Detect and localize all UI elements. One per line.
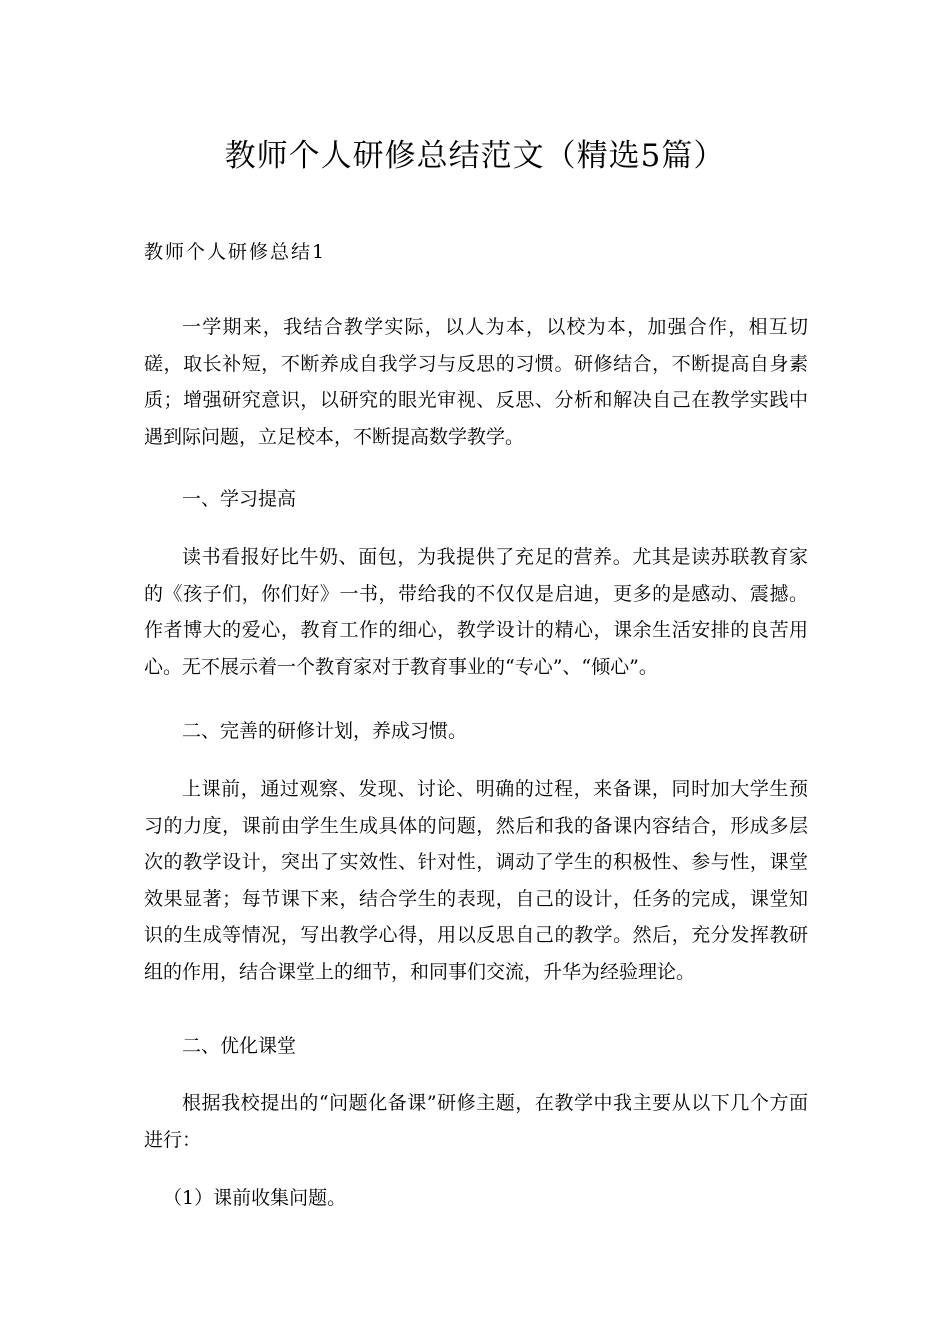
heading-plan: 二、完善的研修计划，养成习惯。 (182, 720, 468, 742)
heading-optimize: 二、优化课堂 (182, 1035, 297, 1057)
list-item-collect: （1）课前收集问题。 (163, 1187, 347, 1209)
section-subtitle: 教师个人研修总结1 (144, 241, 327, 263)
paragraph-lesson-prep: 上课前，通过观察、发现、讨论、明确的过程，来备课，同时加大学生预习的力度，课前由学生生成具体的问题，然后和我的备课内容结合，形成多层次的教学设计，突出了实效性、针对性，调动了学生的积极性、参与性，课堂效果显著；每节课下来，结合学生的表现，自己的设计，任务的完成，课堂知识的生成等情况，写出教学心得，用以反思自己的教学。然后，充分发挥教研组的作用，结合课堂上的细节，和同事们交流，升华为经验理论。 (144, 778, 808, 983)
heading-study: 一、学习提高 (182, 488, 297, 510)
document-title: 教师个人研修总结范文（精选5篇） (224, 138, 726, 174)
paragraph-reading: 读书看报好比牛奶、面包，为我提供了充足的营养。尤其是读苏联教育家的《孩子们，你们好》一书，带给我的不仅仅是启迪，更多的是感动、震撼。作者博大的爱心，教育工作的细心，教学设计的精心，课余生活安排的良苦用心。无不展示着一个教育家对于教育事业的“专心”、“倾心”。 (144, 546, 808, 678)
paragraph-topic: 根据我校提出的“问题化备课”研修主题，在教学中我主要从以下几个方面进行： (144, 1092, 808, 1151)
paragraph-intro: 一学期来，我结合教学实际，以人为本，以校为本，加强合作，相互切磋，取长补短，不断养成自我学习与反思的习惯。研修结合，不断提高自身素质；增强研究意识，以研究的眼光审视、反思、分析和解决自己在教学实践中遇到际问题，立足校本，不断提高数学教学。 (144, 316, 808, 448)
